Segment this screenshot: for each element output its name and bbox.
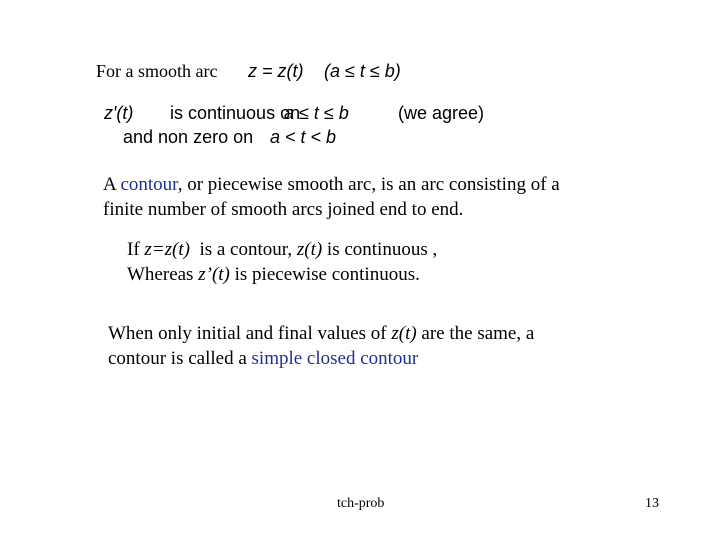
closed-range: a ≤ t ≤ b — [284, 103, 349, 123]
continuous-on-text: is continuous on — [170, 103, 301, 123]
continuity-statement — [127, 237, 437, 287]
contour-suffix: , or piecewise smooth arc, is an arc consisting of a — [177, 174, 560, 195]
derivative-symbol: z′(t) — [104, 103, 134, 123]
arc-parameter-range: (a ≤ t ≤ b) — [324, 61, 401, 81]
z-equation: z=z(t) — [144, 239, 190, 260]
page-number: 13 — [645, 496, 659, 511]
nonzero-on-text: and non zero on — [123, 127, 254, 147]
smooth-arc-intro: For a smooth arc — [96, 61, 218, 81]
simple-closed-prefix: When only initial and final values of — [108, 323, 392, 344]
is-continuous-text: is continuous , — [322, 239, 438, 260]
if-word: If — [127, 239, 145, 260]
footer-label: tch-prob — [337, 496, 385, 511]
whereas-word: Whereas — [127, 264, 199, 285]
contour-term: contour — [120, 174, 178, 195]
simple-closed-zt: z(t) — [391, 323, 417, 344]
continuity-line1 — [127, 237, 437, 262]
simple-closed-line1 — [108, 321, 534, 346]
continuity-line2 — [127, 262, 437, 287]
zprime-symbol: z’(t) — [198, 264, 230, 285]
contour-definition-line2: finite number of smooth arcs joined end to end. — [103, 199, 464, 220]
is-contour-text: is a contour, — [189, 239, 297, 260]
simple-closed-line2-prefix: contour is called a — [108, 348, 252, 369]
piecewise-text: is piecewise continuous. — [229, 264, 420, 285]
simple-closed-statement — [108, 321, 534, 371]
simple-closed-suffix: are the same, a — [416, 323, 535, 344]
contour-prefix: A — [103, 174, 121, 195]
simple-closed-line2 — [108, 346, 534, 371]
zt-symbol: z(t) — [296, 239, 323, 260]
contour-definition — [103, 172, 560, 222]
arc-equation: z = z(t) — [248, 61, 304, 81]
open-range: a < t < b — [270, 127, 337, 147]
simple-closed-term: simple closed contour — [251, 348, 419, 369]
contour-definition-line1 — [103, 172, 560, 197]
we-agree-note: (we agree) — [398, 103, 485, 123]
